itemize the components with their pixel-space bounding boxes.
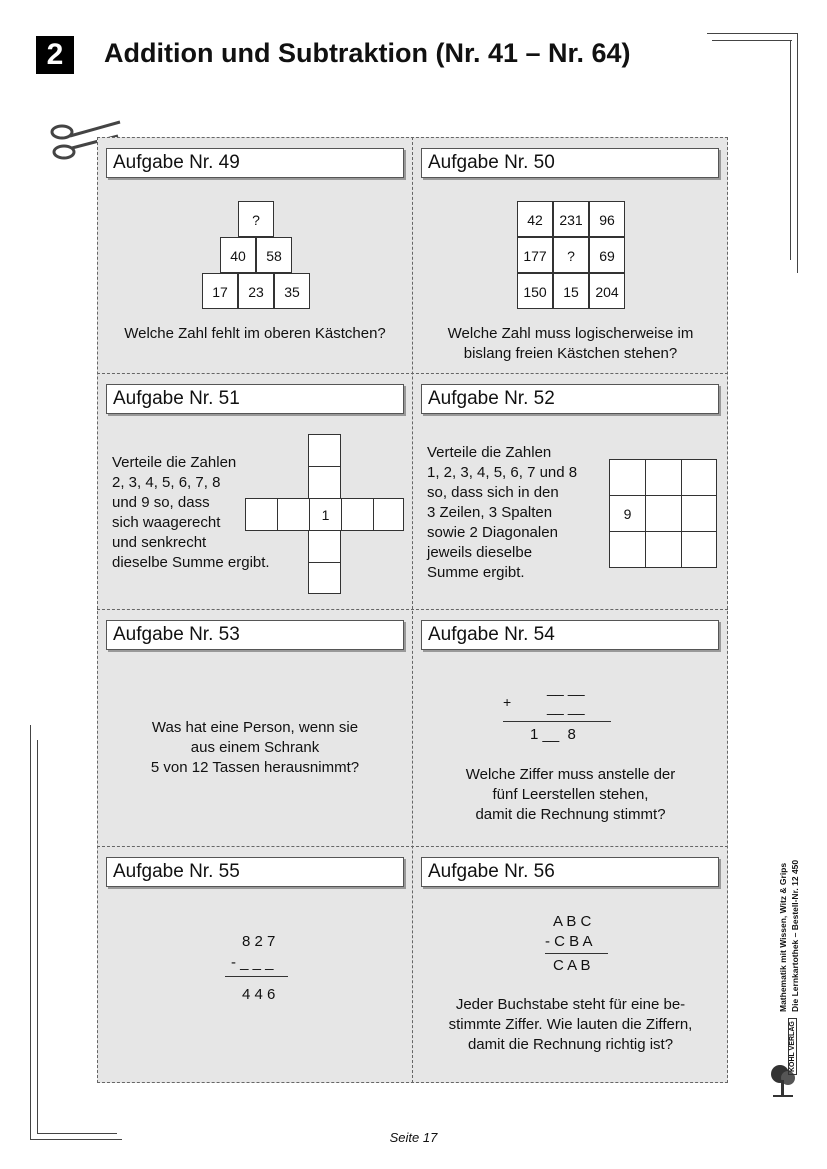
grid-cell: 204 xyxy=(589,273,625,309)
card-53-title: Aufgabe Nr. 53 xyxy=(106,620,404,650)
magic-cell xyxy=(645,531,682,568)
grid-cell: 177 xyxy=(517,237,553,273)
card-54-text: fünf Leerstellen stehen, xyxy=(492,786,649,803)
grid-cell: 42 xyxy=(517,201,553,237)
card-52-title: Aufgabe Nr. 52 xyxy=(421,384,719,414)
card-51-text: und 9 so, dass xyxy=(112,494,210,511)
card-52-text: 1, 2, 3, 4, 5, 6, 7 und 8 xyxy=(427,464,578,481)
card-55-top: 8 2 7 xyxy=(242,933,276,950)
magic-cell xyxy=(645,459,682,496)
publisher-logo-text: KOHL VERLAG xyxy=(788,1018,797,1075)
grid-cell: 96 xyxy=(589,201,625,237)
grid-cell: 69 xyxy=(589,237,625,273)
side-order-number: Die Lernkartothek – Bestell-Nr. 12 450 xyxy=(790,859,800,1012)
grid-divider-3 xyxy=(97,846,728,847)
card-56-result: C A B xyxy=(553,957,591,974)
card-52-text: so, dass sich in den xyxy=(427,484,559,501)
card-50-question-line1: Welche Zahl muss logischerweise im xyxy=(447,325,694,342)
card-53-text: Was hat eine Person, wenn sie xyxy=(151,719,359,736)
card-49-title: Aufgabe Nr. 49 xyxy=(106,148,404,178)
card-56-top: A B C xyxy=(553,913,592,930)
card-54-text: damit die Rechnung stimmt? xyxy=(475,806,666,823)
card-53-text: 5 von 12 Tassen herausnimmt? xyxy=(150,759,360,776)
magic-cell xyxy=(681,495,717,532)
page-number: Seite 17 xyxy=(389,1130,438,1145)
chapter-title: Addition und Subtraktion (Nr. 41 – Nr. 64) xyxy=(104,38,631,68)
pyramid-cell: 58 xyxy=(256,237,292,273)
card-54-row1: __ __ xyxy=(547,680,585,697)
cross-cell xyxy=(308,466,341,499)
card-51-text: Verteile die Zahlen xyxy=(112,454,237,471)
card-55-minus: - _ _ _ xyxy=(231,954,274,971)
cross-center-cell: 1 xyxy=(309,498,342,531)
cross-cell xyxy=(245,498,278,531)
corner-line-top xyxy=(707,33,797,34)
card-52-text: 3 Zeilen, 3 Spalten xyxy=(427,504,553,521)
magic-cell xyxy=(609,459,646,496)
card-56-text: damit die Rechnung richtig ist? xyxy=(467,1036,674,1053)
card-55-result: 4 4 6 xyxy=(242,986,276,1003)
card-56-text: stimmte Ziffer. Wie lauten die Ziffern, xyxy=(448,1016,693,1033)
grid-divider-1 xyxy=(97,373,728,374)
card-54-row2: __ __ xyxy=(547,699,585,716)
card-55-sum-line xyxy=(225,976,288,977)
grid-cell: ? xyxy=(553,237,589,273)
card-53-text: aus einem Schrank xyxy=(190,739,320,756)
pyramid-cell: ? xyxy=(238,201,274,237)
magic-cell xyxy=(681,459,717,496)
card-52-text: Summe ergibt. xyxy=(427,564,525,581)
card-50-question-line2: bislang freien Kästchen stehen? xyxy=(463,345,678,362)
pyramid-cell: 40 xyxy=(220,237,256,273)
cross-cell xyxy=(373,498,404,531)
magic-cell-given: 9 xyxy=(609,495,646,532)
grid-divider-2 xyxy=(97,609,728,610)
card-51-text: dieselbe Summe ergibt. xyxy=(112,554,270,571)
corner-line-left xyxy=(30,725,31,1140)
card-52-text: Verteile die Zahlen xyxy=(427,444,552,461)
magic-cell xyxy=(645,495,682,532)
magic-cell xyxy=(609,531,646,568)
magic-cell xyxy=(681,531,717,568)
card-52-text: sowie 2 Diagonalen xyxy=(427,524,558,541)
card-52-text: jeweils dieselbe xyxy=(427,544,533,561)
corner-line-right xyxy=(797,33,798,273)
card-51-text: und senkrecht xyxy=(112,534,207,551)
side-series-title: Mathematik mit Wissen, Witz & Grips xyxy=(778,862,788,1012)
grid-cell: 231 xyxy=(553,201,589,237)
corner-line-left-inner xyxy=(37,740,38,1133)
card-54-result: 1 __ 8 xyxy=(530,726,576,743)
card-56-text: Jeder Buchstabe steht für eine be- xyxy=(455,996,686,1013)
grid-divider-vertical xyxy=(412,137,413,1083)
pyramid-cell: 17 xyxy=(202,273,238,309)
card-56-sum-line xyxy=(545,953,608,954)
card-55-title: Aufgabe Nr. 55 xyxy=(106,857,404,887)
card-54-sum-line xyxy=(503,721,611,722)
card-51-text: 2, 3, 4, 5, 6, 7, 8 xyxy=(112,474,221,491)
corner-line-right-inner xyxy=(790,40,791,260)
cross-cell xyxy=(308,530,341,563)
chapter-number: 2 xyxy=(36,36,74,74)
grid-cell: 15 xyxy=(553,273,589,309)
card-54-title: Aufgabe Nr. 54 xyxy=(421,620,719,650)
grid-cell: 150 xyxy=(517,273,553,309)
card-51-text: sich waagerecht xyxy=(112,514,221,531)
corner-line-top-inner xyxy=(712,40,792,41)
pyramid-cell: 23 xyxy=(238,273,274,309)
cross-cell xyxy=(277,498,310,531)
card-49-question: Welche Zahl fehlt im oberen Kästchen? xyxy=(124,325,386,342)
card-54-text: Welche Ziffer muss anstelle der xyxy=(465,766,676,783)
card-50-title: Aufgabe Nr. 50 xyxy=(421,148,719,178)
card-51-title: Aufgabe Nr. 51 xyxy=(106,384,404,414)
cross-cell xyxy=(341,498,374,531)
card-56-minus: - C B A xyxy=(545,933,593,950)
cross-cell xyxy=(308,562,341,594)
pyramid-cell: 35 xyxy=(274,273,310,309)
card-54-plus: + xyxy=(503,694,512,710)
cross-cell xyxy=(308,434,341,467)
card-56-title: Aufgabe Nr. 56 xyxy=(421,857,719,887)
